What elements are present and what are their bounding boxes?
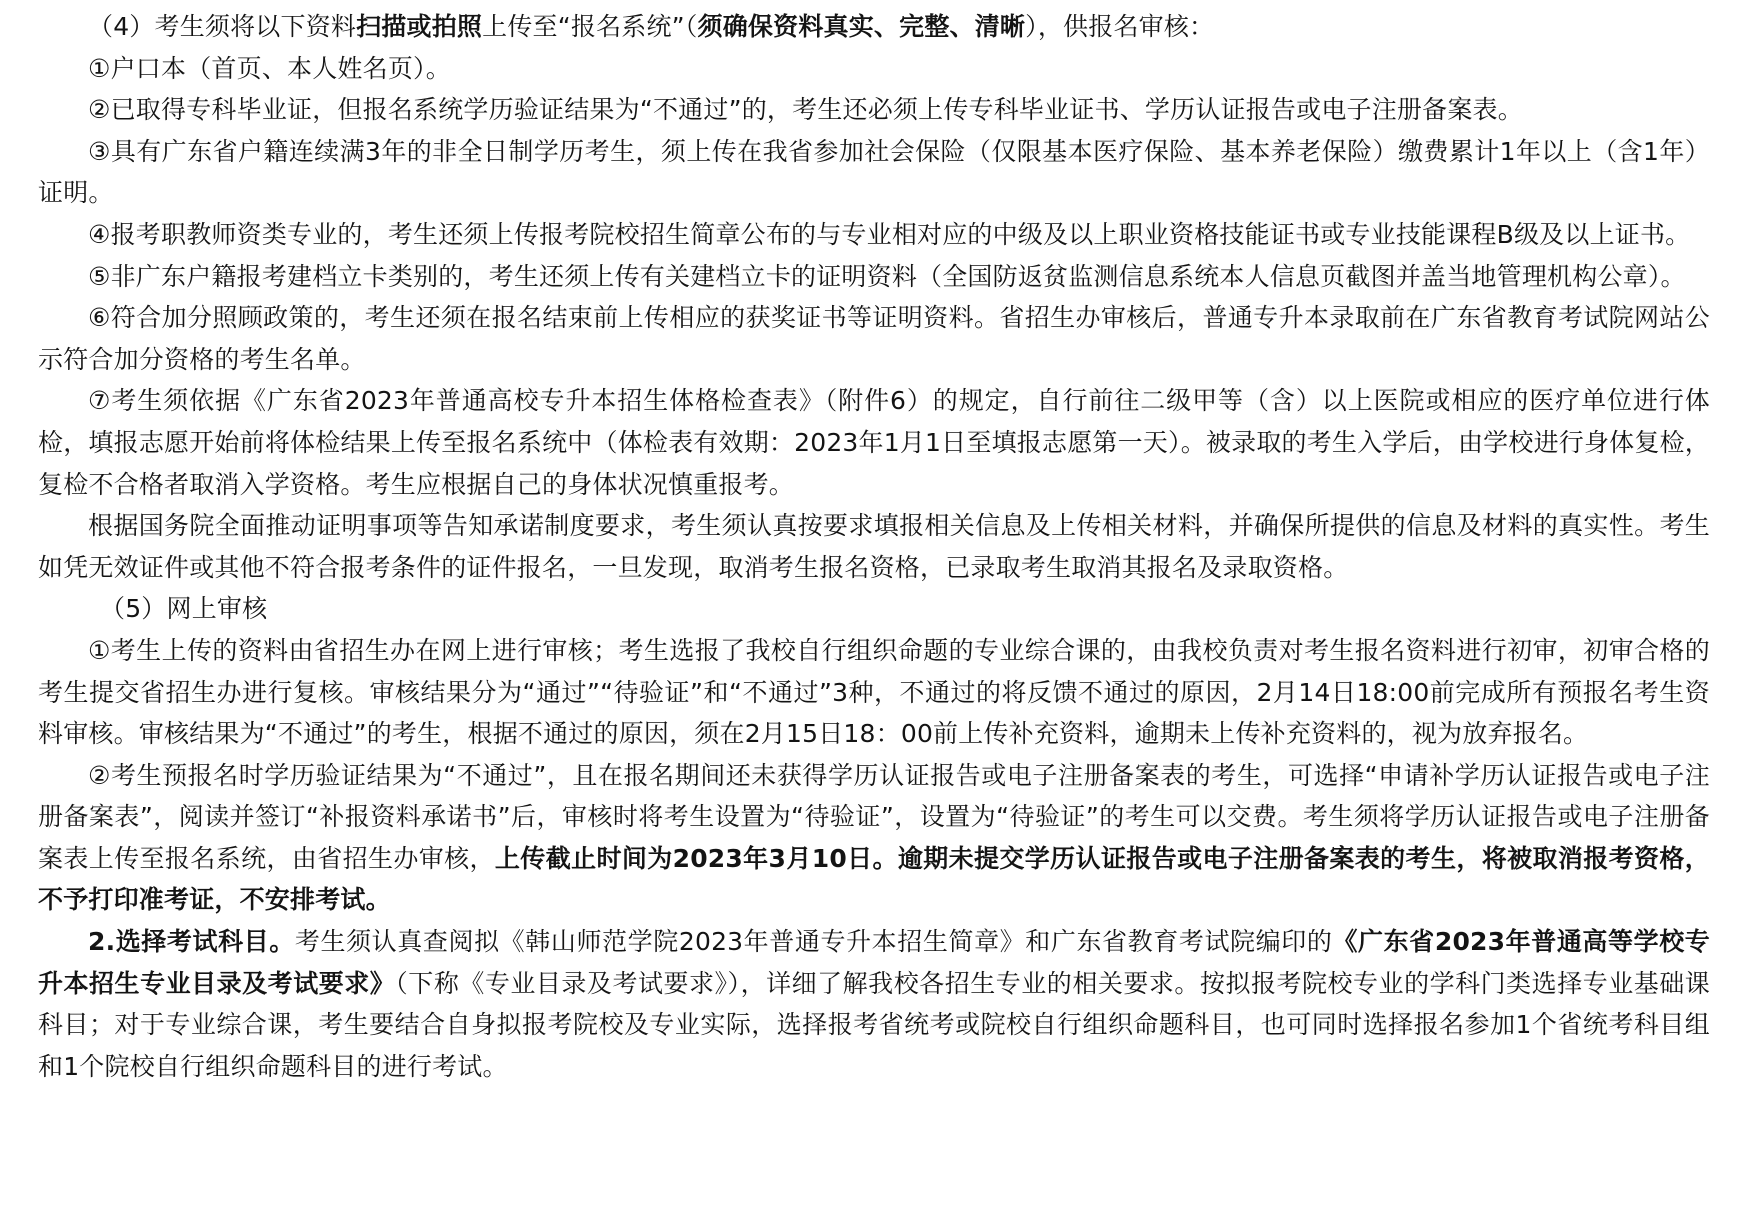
paragraph-4-item-6 [38,297,1710,380]
text-segment: ③具有广东省户籍连续满3年的非全日制学历考生，须上传在我省参加社会保险（仅限基本医疗保险、基本养老保险）缴费累计1年以上（含1年）证明。 [38,136,1710,208]
text-segment: 根据国务院全面推动证明事项等告知承诺制度要求，考生须认真按要求填报相关信息及上传相关材料，并确保所提供的信息及材料的真实性。考生如凭无效证件或其他不符合报考条件的证件报名，一旦发现，取消考生报名资格，已录取考生取消其报名及录取资格。 [38,511,1710,582]
text-segment: 上传至“报名系统”（ [482,12,698,41]
text-segment: ①考生上传的资料由省招生办在网上进行审核；考生选报了我校自行组织命题的专业综合课的，由我校负责对考生报名资料进行初审，初审合格的考生提交省招生办进行复核。审核结果分为“通过”“待验证”和“不通过”3种，不通过的将反馈不通过的原因，2月14日18:00前完成所有预报名考生资料审核。审核结果为“不通过”的考生，根据不通过的原因，须在2月15日18：00前上传补充资料，逾期未上传补充资料的，视为放弃报名。 [38,635,1710,749]
paragraph-5-item-2 [38,755,1710,921]
paragraph-4-item-3 [38,131,1710,214]
text-segment-bold: 须确保资料真实、完整、清晰 [697,12,1026,41]
text-segment: ②考生预报名时学历验证结果为“不通过”，且在报名期间还未获得学历认证报告或电子注册备案表的考生，可选择“申请补学历认证报告或电子注册备案表”，阅读并签订“补报资料承诺书”后，审核时将考生设置为“待验证”，设置为“待验证”的考生可以交费。考生须将学历认证报告或电子注册备案表上传至报名系统，由省招生办审核， [38,760,1710,873]
paragraph-4-item-2 [38,89,1710,131]
paragraph-5-item-1 [38,630,1710,755]
paragraph-commitment [38,505,1710,588]
text-segment: （4）考生须将以下资料 [88,12,357,41]
paragraph-section-2 [38,921,1710,1087]
text-segment: ①户口本（首页、本人姓名页）。 [88,53,451,83]
paragraph-5-heading [38,588,1710,630]
text-segment: 考生须认真查阅拟《韩山师范学院2023年普通专升本招生简章》和广东省教育考试院编印的 [294,927,1333,957]
text-segment-bold: 上传截止时间为2023年3月10日。逾期未提交学历认证报告或电子注册备案表的考生，将被取消报考资格，不予打印准考证，不安排考试。 [38,843,1710,915]
text-segment-bold: 《广东省2023年普通高等学校专升本招生专业目录及考试要求》 [38,927,1711,998]
paragraph-4-item-5 [38,256,1710,298]
text-segment: （下称《专业目录及考试要求》），详细了解我校各招生专业的相关要求。按拟报考院校专业的学科门类选择专业基础课科目；对于专业综合课，考生要结合自身拟报考院校及专业实际，选择报考省统考或院校自行组织命题科目，也可同时选择报名参加1个省统考科目组和1个院校自行组织命题科目的进行考试。 [38,968,1710,1081]
paragraph-4-item-4 [38,214,1710,256]
paragraph-4-item-7 [38,380,1710,505]
text-segment-bold: 2.选择考试科目。 [88,927,295,957]
text-segment: ④报考职教师资类专业的，考生还须上传报考院校招生简章公布的与专业相对应的中级及以上职业资格技能证书或专业技能课程B级及以上证书。 [88,219,1691,249]
text-segment: （5）网上审核 [100,594,268,624]
text-segment: ⑤非广东户籍报考建档立卡类别的，考生还须上传有关建档立卡的证明资料（全国防返贫监测信息系统本人信息页截图并盖当地管理机构公章）。 [88,261,1686,291]
text-segment: ），供报名审核： [1025,12,1215,41]
text-segment: ⑥符合加分照顾政策的，考生还须在报名结束前上传相应的获奖证书等证明资料。省招生办审核后，普通专升本录取前在广东省教育考试院网站公示符合加分资格的考生名单。 [38,303,1710,374]
text-segment: ②已取得专科毕业证，但报名系统学历验证结果为“不通过”的，考生还必须上传专科毕业证书、学历认证报告或电子注册备案表。 [88,95,1523,125]
text-segment: ⑦考生须依据《广东省2023年普通高校专升本招生体格检查表》（附件6）的规定，自行前往二级甲等（含）以上医院或相应的医疗单位进行体检，填报志愿开始前将体检结果上传至报名系统中（体检表有效期：2023年1月1日至填报志愿第一天）。被录取的考生入学后，由学校进行身体复检，复检不合格者取消入学资格。考生应根据自己的身体状况慎重报考。 [38,386,1710,499]
text-segment-bold: 扫描或拍照 [356,12,483,41]
paragraph-4-heading [38,6,1710,48]
paragraph-4-item-1 [38,48,1710,90]
